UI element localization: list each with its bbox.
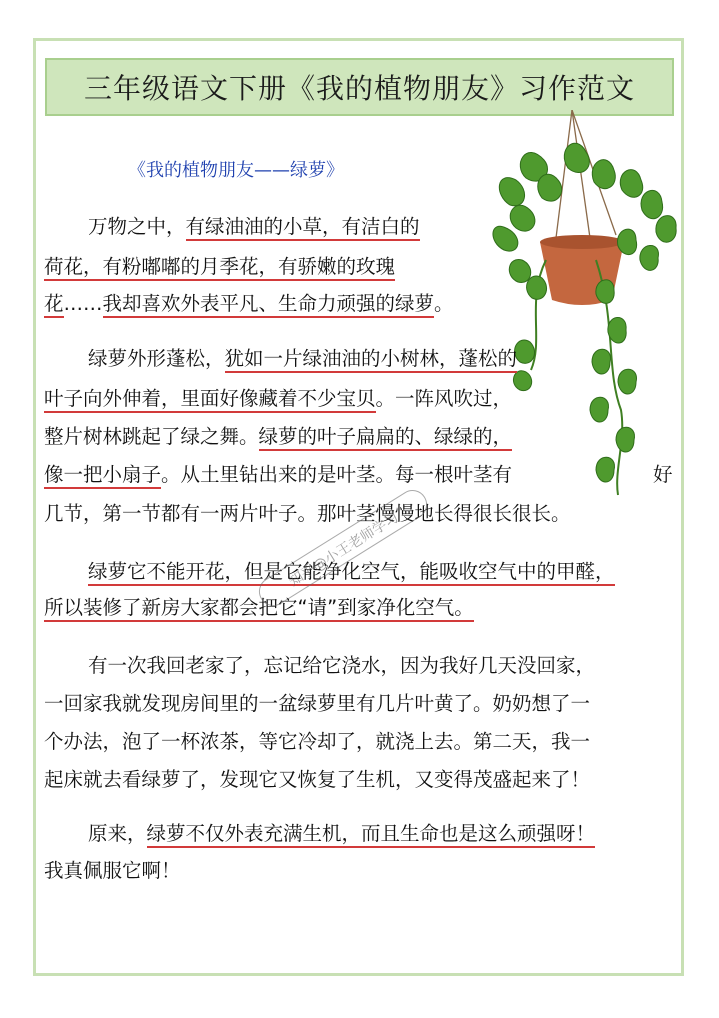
underlined-text: 叶子向外伸着，里面好像藏着不少宝贝 xyxy=(44,387,376,413)
paragraph-4-line-2 xyxy=(44,690,590,718)
underlined-text: 绿萝不仅外表充满生机，而且生命也是这么顽强呀！ xyxy=(147,822,596,848)
underlined-text: 荷花，有粉嘟嘟的月季花，有骄嫩的玫瑰 xyxy=(44,255,395,281)
underlined-text: 有绿油油的小草，有洁白的 xyxy=(186,215,420,241)
paragraph-2-line-3 xyxy=(44,423,512,451)
paragraph-4-line-3 xyxy=(44,728,590,756)
paragraph-4-line-4 xyxy=(44,766,590,794)
text-span: 。从土里钻出来的是叶茎。每一根叶茎有 xyxy=(161,463,513,486)
hanging-plant-illustration xyxy=(486,110,696,500)
text-span: 。 xyxy=(434,292,454,315)
text-span: 原来， xyxy=(88,822,147,845)
title-banner xyxy=(45,58,674,116)
underlined-text: 犹如一片绿油油的小树林，蓬松的 xyxy=(225,347,518,373)
paragraph-5-line-2 xyxy=(44,857,181,885)
paragraph-2-line-4-end xyxy=(653,461,673,489)
paragraph-1-line-1 xyxy=(88,213,420,241)
text-span: 。一阵风吹过， xyxy=(375,387,513,410)
essay-subtitle: 《我的植物朋友——绿萝》 xyxy=(128,160,344,181)
paragraph-4-line-1 xyxy=(88,652,595,680)
underlined-text: 花 xyxy=(44,292,64,318)
text-span: 整片树林跳起了绿之舞。 xyxy=(44,425,259,448)
paragraph-1-line-3 xyxy=(44,290,454,318)
paragraph-2-line-2 xyxy=(44,385,512,413)
text-span: 绿萝外形蓬松， xyxy=(88,347,225,370)
watermark-text: 知乎@小王老师学习 xyxy=(286,509,402,590)
text-span: 几节，第一节都有一两片叶子。那叶茎慢慢地长得很长很长。 xyxy=(44,502,571,525)
underlined-text: 所以装修了新房大家都会把它“请”到家净化空气。 xyxy=(44,596,474,622)
underlined-text: 绿萝它不能开花，但是它能净化空气，能吸收空气中的甲醛， xyxy=(88,560,615,586)
text-span: 一回家我就发现房间里的一盆绿萝里有几片叶黄了。奶奶想了一 xyxy=(44,692,591,715)
page-title: 三年级语文下册《我的植物朋友》习作范文 xyxy=(83,72,635,105)
underlined-text: 绿萝的叶子扁扁的、绿绿的， xyxy=(259,425,513,451)
paragraph-1-line-2 xyxy=(44,253,395,281)
text-span: 个办法，泡了一杯浓茶，等它冷却了，就浇上去。第二天，我一 xyxy=(44,730,591,753)
text-span: 我真佩服它啊！ xyxy=(44,859,181,882)
text-span: 万物之中， xyxy=(88,215,186,238)
paragraph-5-line-1 xyxy=(88,820,595,848)
underlined-text: 我却喜欢外表平凡、生命力顽强的绿萝 xyxy=(103,292,435,318)
underlined-text: 像一把小扇子 xyxy=(44,463,161,489)
text-span: …… xyxy=(63,292,103,315)
paragraph-2-line-1 xyxy=(88,345,517,373)
watermark xyxy=(238,468,448,628)
text-span: 起床就去看绿萝了，发现它又恢复了生机，又变得茂盛起来了！ xyxy=(44,768,591,791)
text-span: 好 xyxy=(653,463,673,486)
text-span: 有一次我回老家了，忘记给它浇水，因为我好几天没回家， xyxy=(88,654,596,677)
